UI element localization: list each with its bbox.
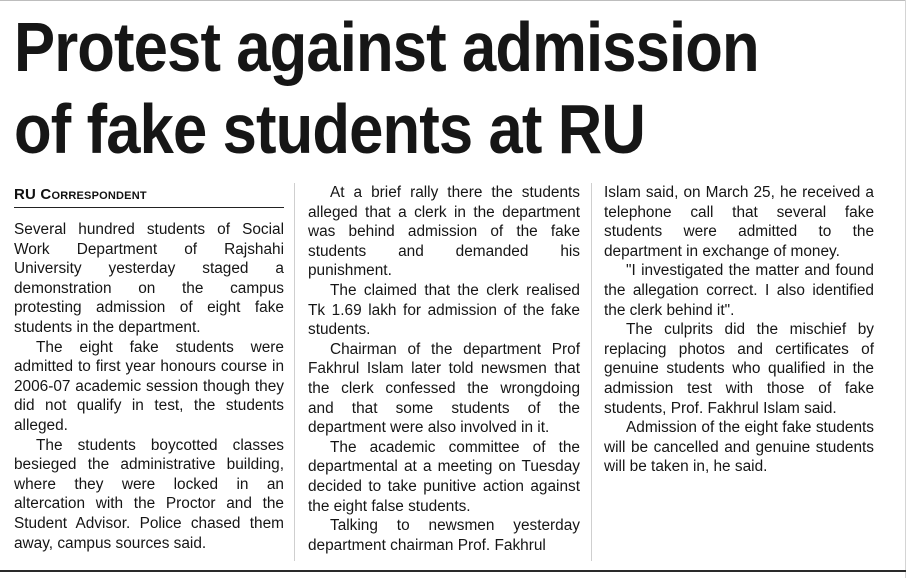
paragraph: Talking to newsmen yesterday department chairman Prof. Fakhrul xyxy=(308,517,580,554)
byline: RU Correspondent xyxy=(14,186,147,203)
bottom-border-line xyxy=(0,570,906,572)
headline-line-2: of fake students at RU xyxy=(14,90,645,168)
top-border-line xyxy=(0,0,906,1)
article-column-2 xyxy=(308,183,580,555)
paragraph: The academic committee of the departmental at a meeting on Tuesday decided to take punitive action against the eight false students. xyxy=(308,438,580,515)
paragraph: The culprits did the mischief by replacing photos and certificates of genuine students who qualified in the admission test with those of fake students, Prof. Fakhrul Islam said. xyxy=(604,321,874,417)
paragraph: Chairman of the department Prof Fakhrul Islam later told newsmen that the clerk confessed the wrongdoing and that some students of the department were also involved in it. xyxy=(308,340,580,437)
paragraph: The claimed that the clerk realised Tk 1.69 lakh for admission of the fake students. xyxy=(308,281,580,339)
article-column-3 xyxy=(604,183,874,477)
paragraph: The eight fake students were admitted to first year honours course in 2006-07 academic session though they did not qualify in test, the students alleged. xyxy=(14,338,284,434)
paragraph: Admission of the eight fake students will be cancelled and genuine students will be taken in, he said. xyxy=(604,419,874,476)
paragraph: At a brief rally there the students alleged that a clerk in the department was behind admission of the fake students and demanded his punishment. xyxy=(308,184,580,280)
column-divider xyxy=(294,183,295,561)
paragraph: Several hundred students of Social Work Department of Rajshahi University yesterday staged a demonstration on the campus protesting admission of eight fake students in the department. xyxy=(14,221,284,336)
paragraph: "I investigated the matter and found the allegation correct. I also identified the clerk behind it". xyxy=(604,262,874,319)
byline-underline xyxy=(14,207,284,208)
paragraph: The students boycotted classes besieged the administrative building, where they were locked in an altercation with the Proctor and the Student Advisor. Police chased them away, campus sources said. xyxy=(14,436,284,552)
article-headline xyxy=(14,6,788,170)
column-divider xyxy=(591,183,592,561)
paragraph: Islam said, on March 25, he received a telephone call that several fake students were admitted to the department in exchange of money. xyxy=(604,184,874,260)
headline-line-1: Protest against admission xyxy=(14,8,759,86)
article-column-1 xyxy=(14,220,284,553)
